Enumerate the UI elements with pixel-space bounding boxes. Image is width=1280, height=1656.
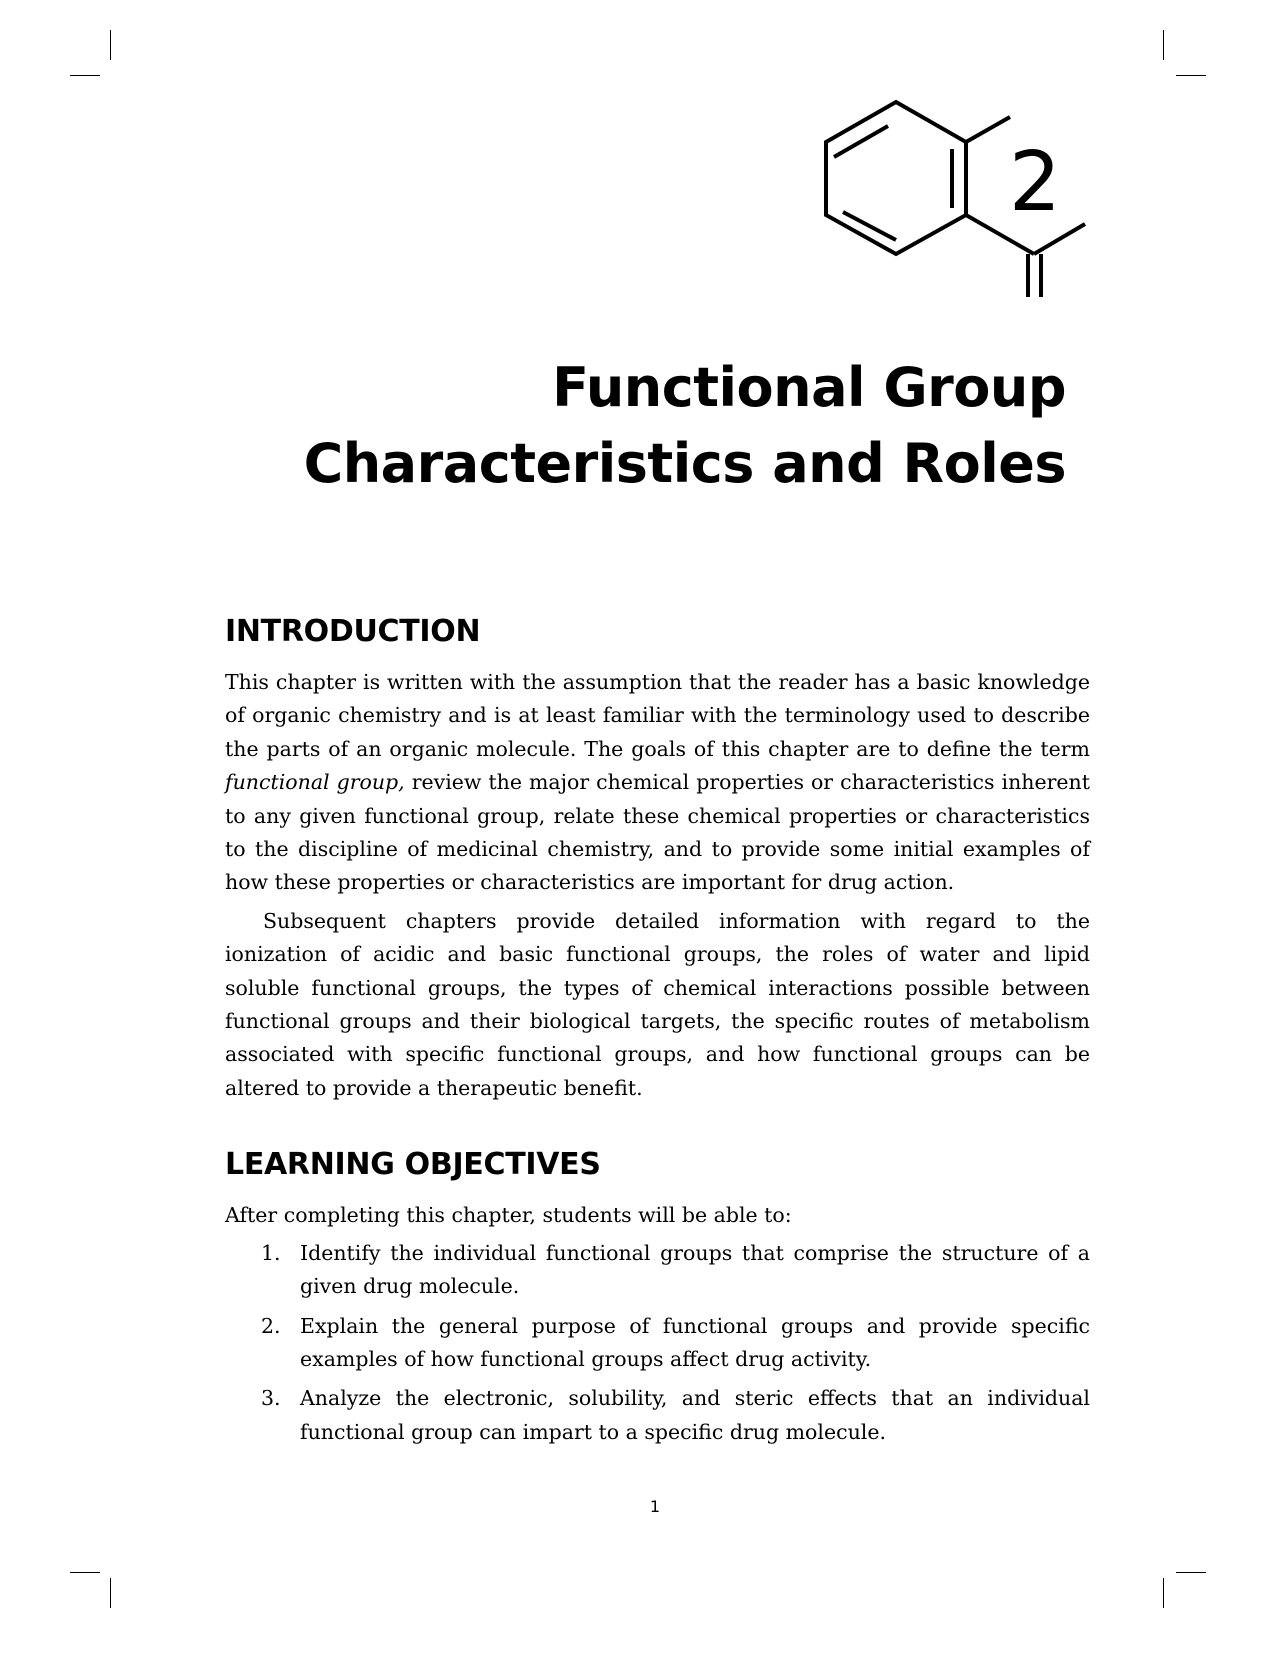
list-item: [225, 1310, 1090, 1377]
list-item: [225, 1237, 1090, 1304]
list-item-text: Identify the individual functional groups that comprise the structure of a given drug molecule.: [300, 1240, 1090, 1299]
introduction-paragraph-2: Subsequent chapters provide detailed information with regard to the ionization of acidic and basic functional groups, the roles of water and lipid soluble functional groups, the types of chemical interactions possible between functional groups and their biological targets, the specific routes of metabolism associated with specific functional groups, and how functional groups can be altered to provide a therapeutic benefit.: [225, 908, 1090, 1100]
page-number: 1: [649, 1497, 661, 1516]
defined-term-functional-group: functional group,: [225, 770, 405, 795]
crop-mark-top-right-vertical: [1163, 30, 1164, 60]
list-item-number: 2.: [261, 1313, 281, 1338]
crop-mark-top-left-vertical: [110, 30, 111, 60]
chapter-body: [225, 612, 1090, 1455]
introduction-paragraph-1-text-a: This chapter is written with the assumption that the reader has a basic knowledge of organic chemistry and is at least familiar with the terminology used to describe the parts of an organic molecule. The goals of this chapter are to define the term: [225, 670, 1090, 761]
crop-mark-bottom-right-vertical: [1163, 1578, 1164, 1608]
crop-mark-bottom-right-horizontal: [1176, 1572, 1206, 1573]
benzene-ring-chapter-icon: [800, 95, 1100, 310]
list-item-text: Analyze the electronic, solubility, and steric effects that an individual functional group can impart to a specific drug molecule.: [300, 1386, 1090, 1444]
crop-mark-bottom-left-vertical: [110, 1578, 111, 1608]
learning-objectives-intro: After completing this chapter, students will be able to:: [225, 1203, 792, 1228]
introduction-paragraph-1-text-b: review the major chemical properties or characteristics inherent to any given functional group, relate these chemical properties or characteristics to the discipline of medicinal chemistry, and to provide some initial examples of how these properties or characteristics are important for drug action.: [225, 770, 1090, 895]
chapter-title-line-1: Functional Group: [552, 356, 1066, 419]
chapter-title: [304, 350, 1066, 502]
chapter-title-line-2: Characteristics and Roles: [303, 432, 1066, 495]
crop-mark-top-right-horizontal: [1176, 75, 1206, 76]
list-item-text: Explain the general purpose of functional groups and provide specific examples of how functional groups affect drug activity.: [300, 1313, 1090, 1371]
list-item-number: 1.: [261, 1240, 281, 1265]
list-item-number: 3.: [261, 1386, 281, 1411]
crop-mark-bottom-left-horizontal: [70, 1572, 100, 1573]
introduction-heading: INTRODUCTION: [225, 614, 481, 649]
list-item: [225, 1382, 1090, 1449]
learning-objectives-list: [225, 1237, 1090, 1449]
crop-mark-top-left-horizontal: [70, 75, 100, 76]
introduction-paragraph-1: [225, 666, 1090, 900]
learning-objectives-section: [225, 1145, 1090, 1449]
chapter-number: 2: [1008, 135, 1062, 230]
learning-objectives-heading: LEARNING OBJECTIVES: [225, 1147, 601, 1183]
introduction-section: [225, 612, 1090, 1105]
